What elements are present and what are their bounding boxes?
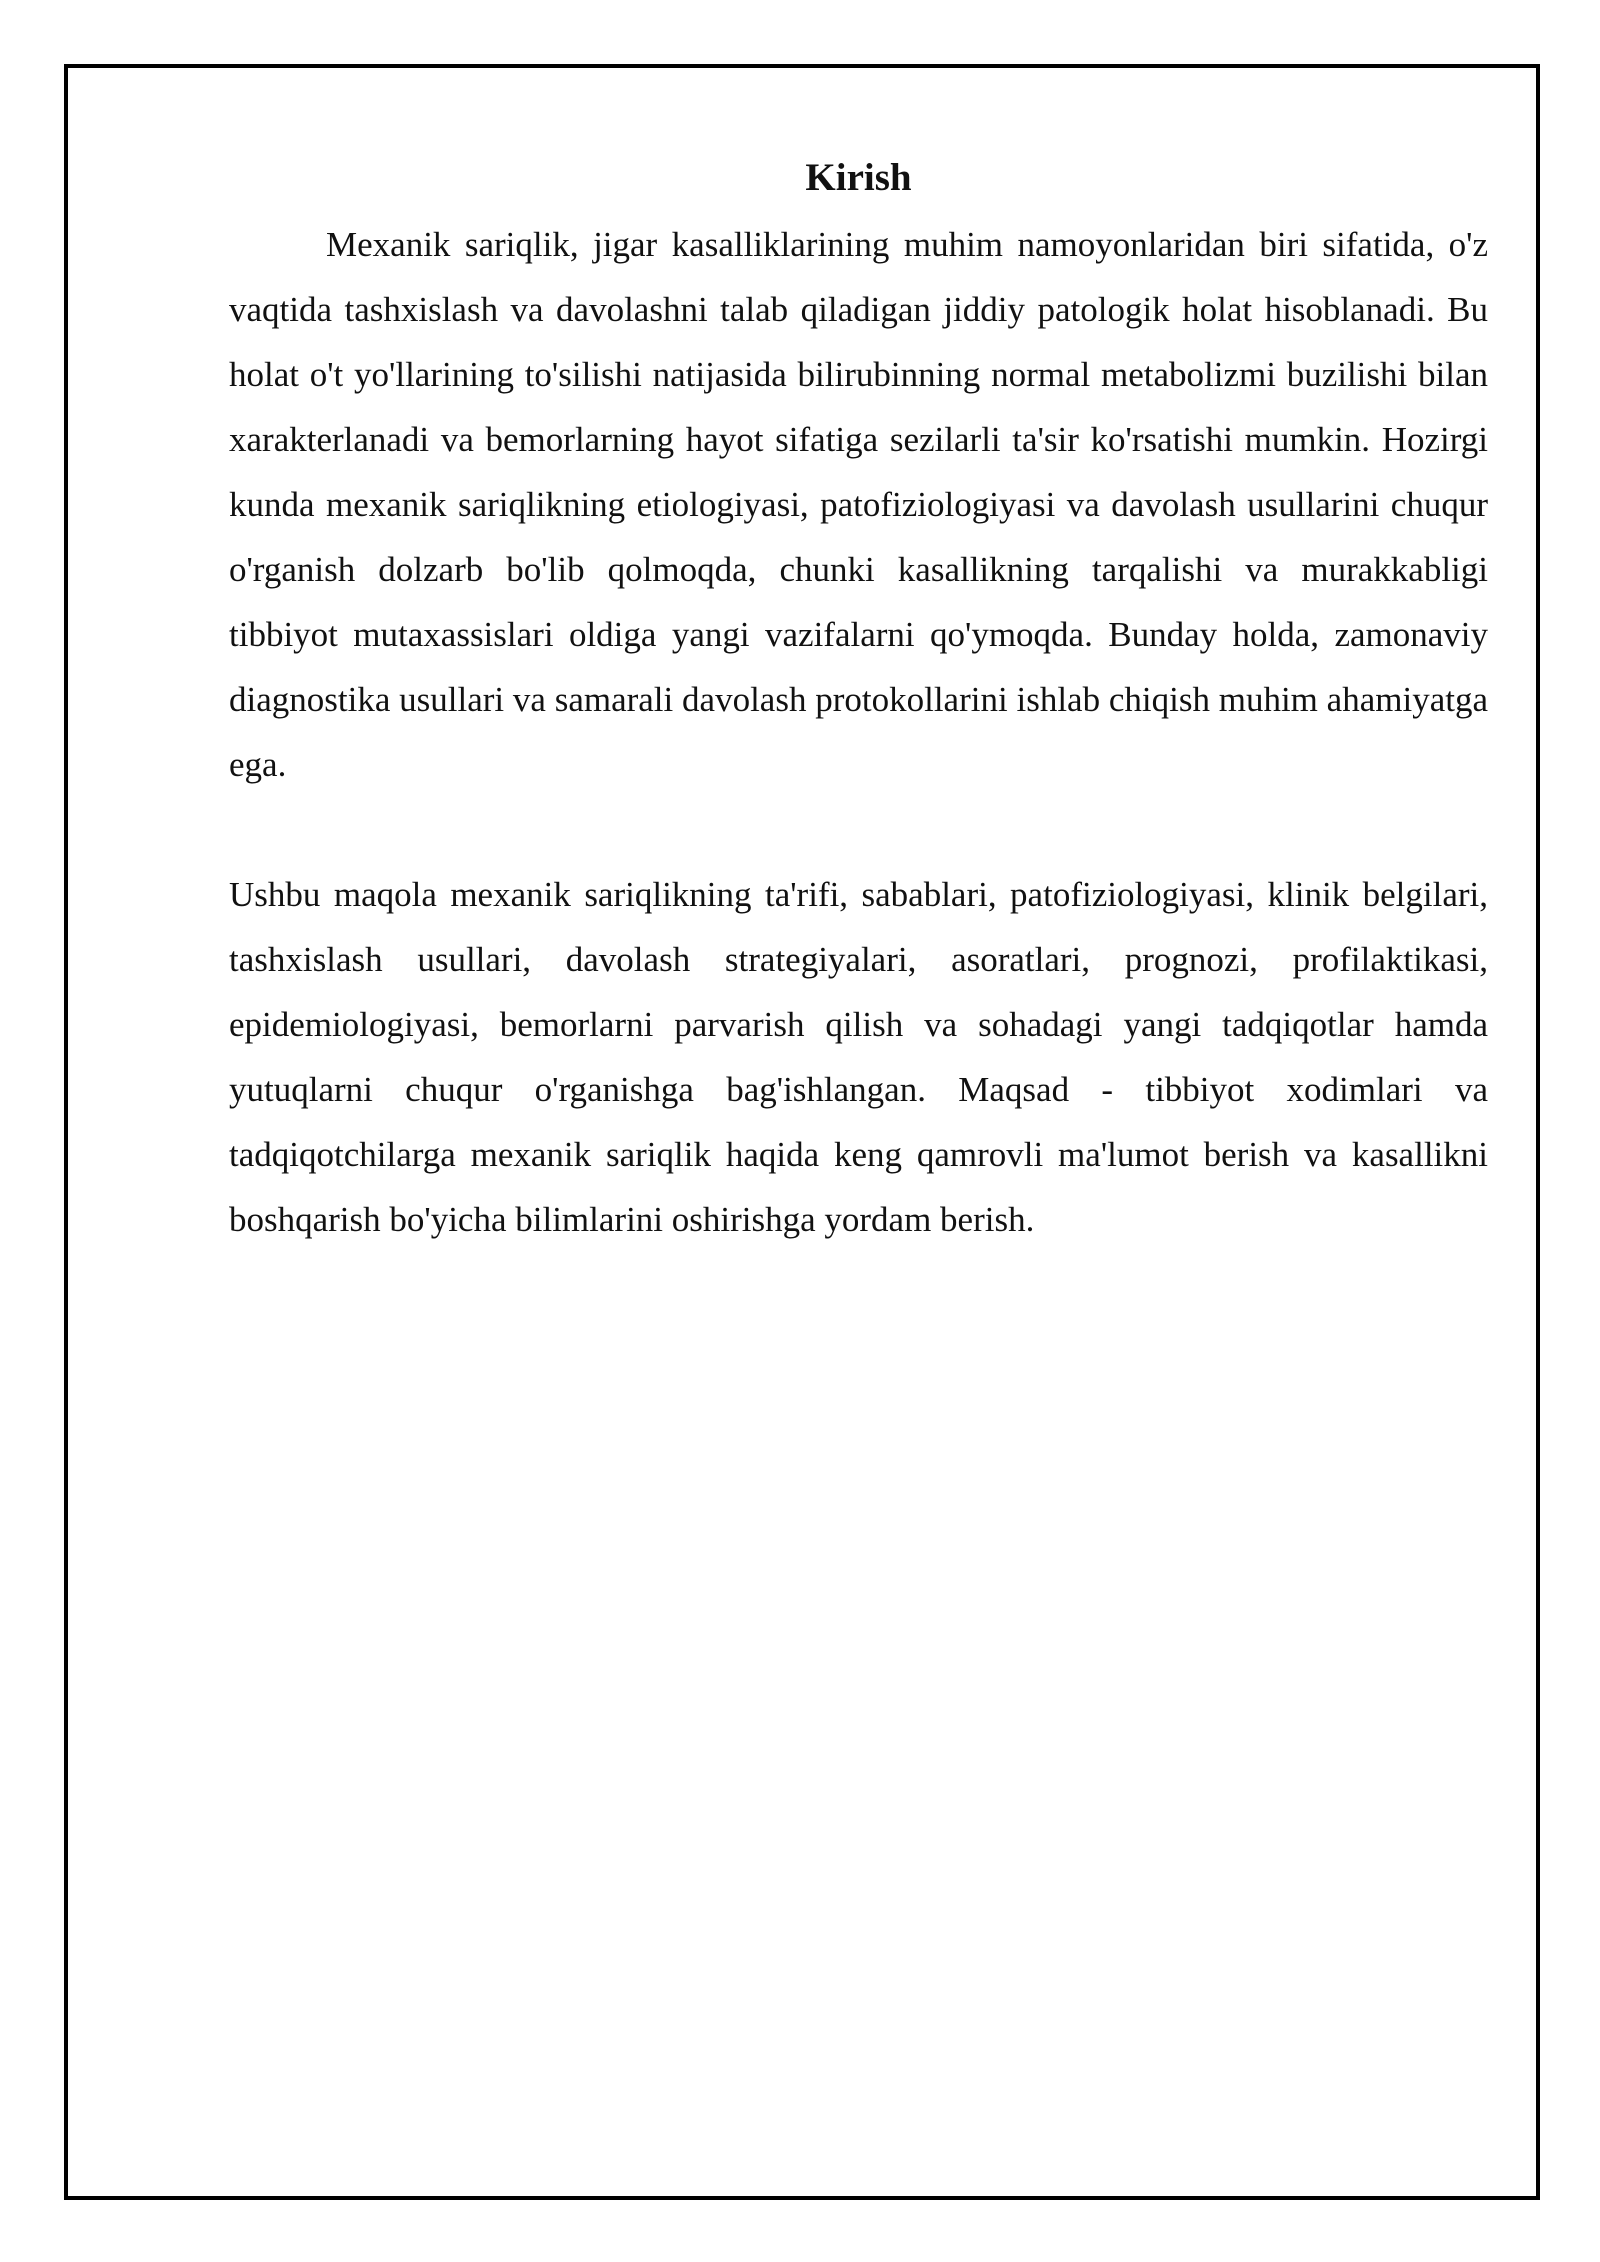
document-title: Kirish (805, 156, 912, 199)
intro-paragraph-2: Ushbu maqola mexanik sariqlikning ta'rifi, sabablari, patofiziologiyasi, klinik belgilari, tashxislash usullari, davolash strategiyalari, asoratlari, prognozi, profilaktikasi, epidemiologiyasi, bemorlarni parvarish qilish va sohadagi yangi tadqiqotlar hamda yutuqlarni chuqur o'rganishga bag'ishlangan. Maqsad - tibbiyot xodimlari va tadqiqotchilarga mexanik sariqlik haqida keng qamrovli ma'lumot berish va kasallikni boshqarish bo'yicha bilimlarini oshirishga yordam berish. (229, 875, 1488, 1239)
document-body (229, 150, 1488, 1252)
intro-paragraph-1: Mexanik sariqlik, jigar kasalliklarining muhim namoyonlaridan biri sifatida, o'z vaqtida tashxislash va davolashni talab qiladigan jiddiy patologik holat hisoblanadi. Bu holat o't yo'llarining to'silishi natijasida bilirubinning normal metabolizmi buzilishi bilan xarakterlanadi va bemorlarning hayot sifatiga sezilarli ta'sir ko'rsatishi mumkin. Hozirgi kunda mexanik sariqlikning etiologiyasi, patofiziologiyasi va davolash usullarini chuqur o'rganish dolzarb bo'lib qolmoqda, chunki kasallikning tarqalishi va murakkabligi tibbiyot mutaxassislari oldiga yangi vazifalarni qo'ymoqda. Bunday holda, zamonaviy diagnostika usullari va samarali davolash protokollarini ishlab chiqish muhim ahamiyatga ega. (229, 225, 1488, 784)
paragraph-spacer (229, 797, 1488, 862)
